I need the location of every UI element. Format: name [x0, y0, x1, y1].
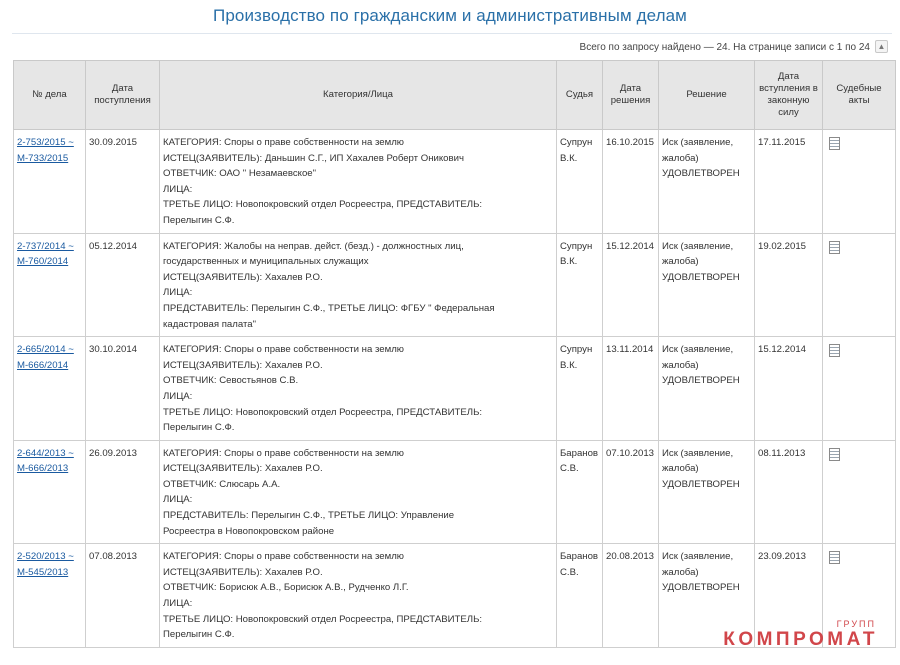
received-date: 30.10.2014	[86, 337, 160, 441]
judge-initials: В.К.	[560, 359, 578, 371]
case-number-link[interactable]: 2-737/2014 ~	[17, 240, 74, 252]
category-line: ОТВЕТЧИК: Борисюк А.В., Борисюк А.В., Рудченко Л.Г.	[163, 582, 409, 594]
case-number-cell	[14, 130, 86, 234]
judge-name: Баранов	[560, 551, 599, 563]
judge-initials: С.В.	[560, 463, 579, 475]
decision-status: УДОВЛЕТВОРЕН	[662, 582, 740, 594]
category-cell	[160, 337, 557, 441]
effective-date: 19.02.2015	[755, 233, 823, 337]
decision-line: Иск (заявление,	[662, 551, 734, 563]
effective-date: 08.11.2013	[755, 440, 823, 544]
court-acts-cell	[823, 233, 896, 337]
case-number-link[interactable]: 2-753/2015 ~	[17, 137, 74, 148]
table-row	[14, 233, 896, 337]
judge-cell	[557, 337, 603, 441]
effective-date: 15.12.2014	[755, 337, 823, 441]
received-date: 07.08.2013	[86, 544, 160, 648]
category-line: КАТЕГОРИЯ: Споры о праве собственности на землю	[163, 137, 404, 148]
cases-table	[13, 60, 896, 648]
judge-cell	[557, 544, 603, 648]
header-judge[interactable]: Судья	[557, 61, 603, 130]
watermark-sub: ГРУПП	[836, 619, 876, 629]
court-acts-cell	[823, 130, 896, 234]
judge-name: Супрун	[560, 137, 593, 148]
judge-name: Супрун	[560, 240, 593, 252]
case-material-link[interactable]: М-666/2013	[17, 463, 69, 475]
category-line: ТРЕТЬЕ ЛИЦО: Новопокровский отдел Росреестра, ПРЕДСТАВИТЕЛЬ:	[163, 613, 483, 625]
category-cell	[160, 233, 557, 337]
document-icon[interactable]	[829, 551, 840, 564]
category-line: Перелыгин С.Ф.	[163, 422, 235, 434]
decision-cell	[659, 337, 755, 441]
table-header-row	[14, 61, 896, 130]
header-decision-date[interactable]: Дата решения	[603, 61, 659, 130]
decision-line: Иск (заявление,	[662, 447, 734, 459]
judge-cell	[557, 440, 603, 544]
watermark: КОМПРОМАТ	[723, 629, 878, 650]
decision-cell	[659, 233, 755, 337]
category-line: КАТЕГОРИЯ: Споры о праве собственности на землю	[163, 344, 404, 356]
decision-date: 07.10.2013	[603, 440, 659, 544]
category-line: ЛИЦА:	[163, 494, 193, 506]
decision-line: жалоба)	[662, 566, 699, 578]
category-line: ОТВЕТЧИК: Севостьянов С.В.	[163, 375, 299, 387]
document-icon[interactable]	[829, 241, 840, 254]
decision-cell	[659, 130, 755, 234]
case-material-link[interactable]: М-666/2014	[17, 359, 69, 371]
decision-date: 15.12.2014	[603, 233, 659, 337]
category-cell	[160, 440, 557, 544]
category-line: Росреестра в Новопокровском районе	[163, 525, 335, 537]
header-decision[interactable]: Решение	[659, 61, 755, 130]
decision-status: УДОВЛЕТВОРЕН	[662, 375, 740, 387]
category-line: ЛИЦА:	[163, 598, 193, 610]
document-icon[interactable]	[829, 448, 840, 461]
received-date: 05.12.2014	[86, 233, 160, 337]
category-line: ТРЕТЬЕ ЛИЦО: Новопокровский отдел Росреестра, ПРЕДСТАВИТЕЛЬ:	[163, 199, 483, 211]
case-material-link[interactable]: М-760/2014	[17, 256, 69, 268]
case-material-link[interactable]: М-545/2013	[17, 566, 69, 578]
case-number-cell	[14, 337, 86, 441]
page-title: Производство по гражданским и административным делам	[213, 6, 687, 25]
decision-status: УДОВЛЕТВОРЕН	[662, 271, 740, 283]
category-line: ПРЕДСТАВИТЕЛЬ: Перелыгин С.Ф., ТРЕТЬЕ ЛИЦО: Управление	[163, 510, 455, 522]
decision-line: жалоба)	[662, 359, 699, 371]
category-line: КАТЕГОРИЯ: Споры о праве собственности на землю	[163, 551, 404, 563]
results-summary: Всего по запросу найдено — 24. На странице записи с 1 по 24	[579, 42, 870, 53]
decision-date: 20.08.2013	[603, 544, 659, 648]
effective-date: 23.09.2013	[755, 544, 823, 648]
document-icon[interactable]	[829, 137, 840, 150]
judge-name: Баранов	[560, 447, 599, 459]
category-line: КАТЕГОРИЯ: Жалобы на неправ. дейст. (безд.) - должностных лиц,	[163, 240, 464, 252]
category-line: ОТВЕТЧИК: Слюсарь А.А.	[163, 478, 281, 490]
court-acts-cell	[823, 337, 896, 441]
decision-status: УДОВЛЕТВОРЕН	[662, 168, 740, 180]
header-received-date[interactable]: Дата поступления	[86, 61, 160, 130]
document-icon[interactable]	[829, 344, 840, 357]
effective-date: 17.11.2015	[755, 130, 823, 234]
category-line: государственных и муниципальных служащих	[163, 256, 369, 268]
judge-initials: С.В.	[560, 566, 579, 578]
category-line: ИСТЕЦ(ЗАЯВИТЕЛЬ): Даньшин С.Г., ИП Хахалев Роберт Оникович	[163, 152, 464, 164]
case-material-link[interactable]: М-733/2015	[17, 152, 69, 164]
table-row	[14, 337, 896, 441]
header-category[interactable]: Категория/Лица	[160, 61, 557, 130]
case-number-link[interactable]: 2-520/2013 ~	[17, 551, 74, 563]
category-line: ПРЕДСТАВИТЕЛЬ: Перелыгин С.Ф., ТРЕТЬЕ ЛИЦО: ФГБУ " Федеральная	[163, 302, 495, 314]
category-line: ЛИЦА:	[163, 390, 193, 402]
scroll-up-icon[interactable]: ▲	[875, 40, 888, 53]
decision-date: 13.11.2014	[603, 337, 659, 441]
case-number-cell	[14, 544, 86, 648]
category-line: кадастровая палата"	[163, 318, 257, 330]
table-row	[14, 130, 896, 234]
judge-name: Супрун	[560, 344, 593, 356]
table-row	[14, 440, 896, 544]
court-acts-cell	[823, 440, 896, 544]
category-cell	[160, 544, 557, 648]
judge-initials: В.К.	[560, 152, 578, 164]
case-number-link[interactable]: 2-644/2013 ~	[17, 447, 74, 459]
decision-cell	[659, 440, 755, 544]
case-number-link[interactable]: 2-665/2014 ~	[17, 344, 74, 356]
received-date: 26.09.2013	[86, 440, 160, 544]
case-number-cell	[14, 233, 86, 337]
decision-line: Иск (заявление,	[662, 344, 734, 356]
category-line: ИСТЕЦ(ЗАЯВИТЕЛЬ): Хахалев Р.О.	[163, 566, 323, 578]
decision-line: Иск (заявление,	[662, 137, 734, 148]
category-line: Перелыгин С.Ф.	[163, 629, 235, 641]
case-number-cell	[14, 440, 86, 544]
judge-initials: В.К.	[560, 256, 578, 268]
decision-status: УДОВЛЕТВОРЕН	[662, 478, 740, 490]
category-line: ОТВЕТЧИК: ОАО " Незамаевское"	[163, 168, 317, 180]
category-line: Перелыгин С.Ф.	[163, 214, 235, 226]
header-court-acts: Судебные акты	[823, 61, 896, 130]
category-line: ТРЕТЬЕ ЛИЦО: Новопокровский отдел Росреестра, ПРЕДСТАВИТЕЛЬ:	[163, 406, 483, 418]
title-divider	[12, 33, 892, 34]
judge-cell	[557, 233, 603, 337]
decision-line: жалоба)	[662, 256, 699, 268]
category-line: ИСТЕЦ(ЗАЯВИТЕЛЬ): Хахалев Р.О.	[163, 359, 323, 371]
header-case-number[interactable]: № дела	[14, 61, 86, 130]
category-line: ЛИЦА:	[163, 183, 193, 195]
category-line: ИСТЕЦ(ЗАЯВИТЕЛЬ): Хахалев Р.О.	[163, 463, 323, 475]
category-line: КАТЕГОРИЯ: Споры о праве собственности на землю	[163, 447, 404, 459]
decision-line: жалоба)	[662, 463, 699, 475]
category-line: ЛИЦА:	[163, 287, 193, 299]
judge-cell	[557, 130, 603, 234]
decision-line: жалоба)	[662, 152, 699, 164]
decision-date: 16.10.2015	[603, 130, 659, 234]
received-date: 30.09.2015	[86, 130, 160, 234]
category-line: ИСТЕЦ(ЗАЯВИТЕЛЬ): Хахалев Р.О.	[163, 271, 323, 283]
header-effective-date[interactable]: Дата вступления в законную силу	[755, 61, 823, 130]
category-cell	[160, 130, 557, 234]
decision-line: Иск (заявление,	[662, 240, 734, 252]
